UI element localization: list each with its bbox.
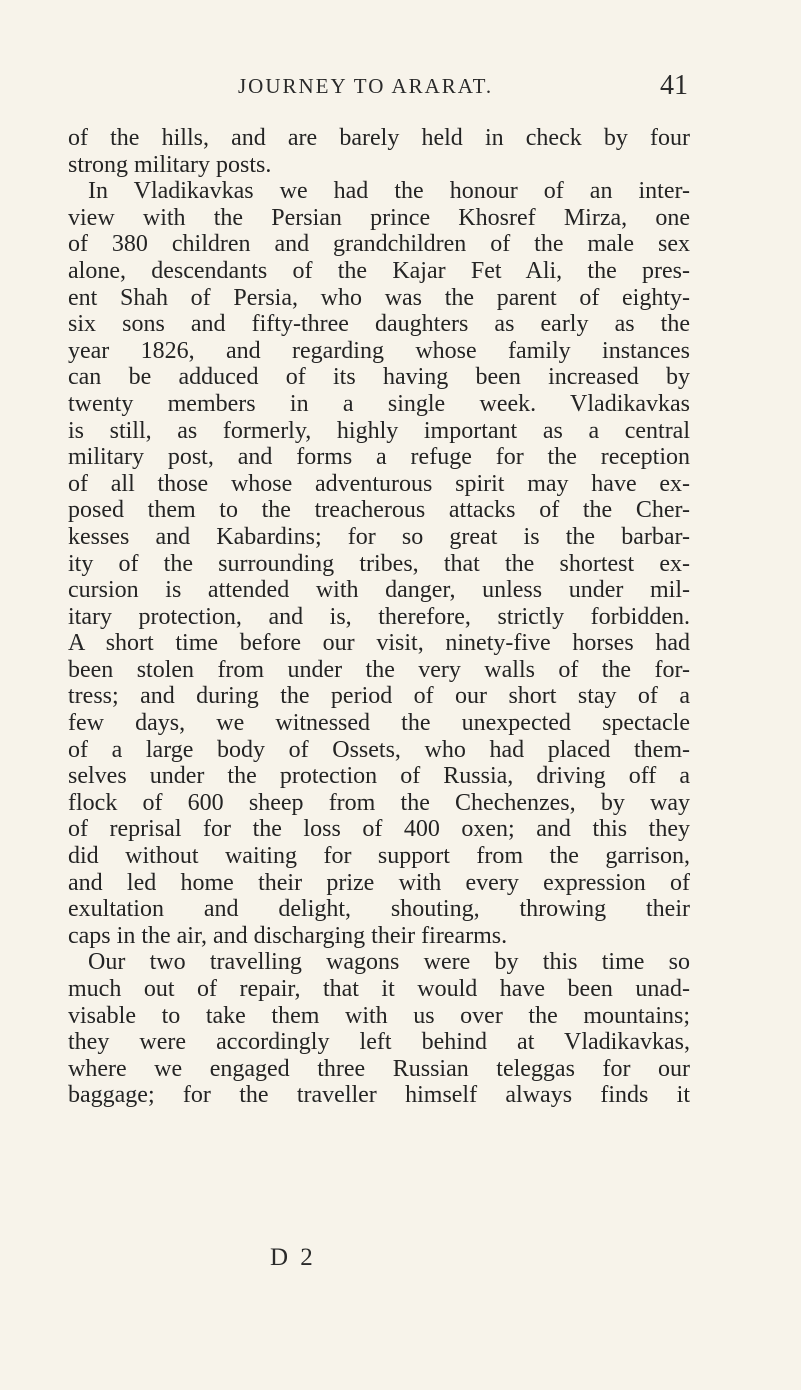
text-line: did without waiting for support from the garrison, <box>68 843 690 870</box>
text-line: ity of the surrounding tribes, that the shortest ex- <box>68 550 690 577</box>
text-line: few days, we witnessed the unexpected spectacle <box>68 710 690 737</box>
text-line: of reprisal for the loss of 400 oxen; and this they <box>68 816 690 843</box>
text-line: view with the Persian prince Khosref Mirza, one <box>68 204 690 231</box>
running-head <box>68 70 688 104</box>
text-line: cursion is attended with danger, unless under mil- <box>68 577 690 604</box>
text-line: twenty members in a single week. Vladikavkas <box>68 390 690 417</box>
text-line: In Vladikavkas we had the honour of an inter- <box>88 178 690 205</box>
text-line: much out of repair, that it would have been unad- <box>68 976 690 1002</box>
text-line: tress; and during the period of our short stay of a <box>68 683 690 710</box>
text-line: itary protection, and is, therefore, strictly forbidden. <box>68 603 690 630</box>
text-line: of the hills, and are barely held in check by four <box>68 125 690 151</box>
text-line: flock of 600 sheep from the Chechenzes, by way <box>68 789 690 816</box>
signature-mark: D 2 <box>270 1244 316 1271</box>
text-line: posed them to the treacherous attacks of the Cher- <box>68 497 690 524</box>
text-line: been stolen from under the very walls of the for- <box>68 656 690 683</box>
text-line: of 380 children and grandchildren of the male sex <box>68 231 690 258</box>
text-line: is still, as formerly, highly important as a central <box>68 417 690 444</box>
text-line: strong military posts. <box>68 151 272 178</box>
running-title: JOURNEY TO ARARAT. <box>238 74 494 98</box>
text-line: selves under the protection of Russia, driving off a <box>68 763 690 790</box>
text-line: baggage; for the traveller himself always finds it <box>68 1082 690 1109</box>
text-line: of all those whose adventurous spirit may have ex- <box>68 470 690 497</box>
text-line: caps in the air, and discharging their firearms. <box>68 922 508 949</box>
text-line: of a large body of Ossets, who had placed them- <box>68 736 690 763</box>
body-text <box>68 125 690 1109</box>
text-line: A short time before our visit, ninety-five horses had <box>68 630 690 657</box>
text-line: exultation and delight, shouting, throwing their <box>68 896 690 923</box>
text-line: military post, and forms a refuge for the reception <box>68 444 690 471</box>
text-line: kesses and Kabardins; for so great is the barbar- <box>68 523 690 550</box>
text-line: where we engaged three Russian teleggas for our <box>68 1055 690 1082</box>
text-line: Our two travelling wagons were by this time so <box>88 949 690 976</box>
text-line: and led home their prize with every expression of <box>68 869 690 896</box>
text-line: they were accordingly left behind at Vladikavkas, <box>68 1029 690 1056</box>
text-line: visable to take them with us over the mountains; <box>68 1002 690 1029</box>
page-number: 41 <box>660 70 688 101</box>
text-line: can be adduced of its having been increased by <box>68 364 690 391</box>
text-line: alone, descendants of the Kajar Fet Ali, the pres- <box>68 257 690 284</box>
text-line: ent Shah of Persia, who was the parent of eighty- <box>68 284 690 311</box>
text-line: six sons and fifty-three daughters as early as the <box>68 311 690 338</box>
text-line: year 1826, and regarding whose family instances <box>68 337 690 364</box>
